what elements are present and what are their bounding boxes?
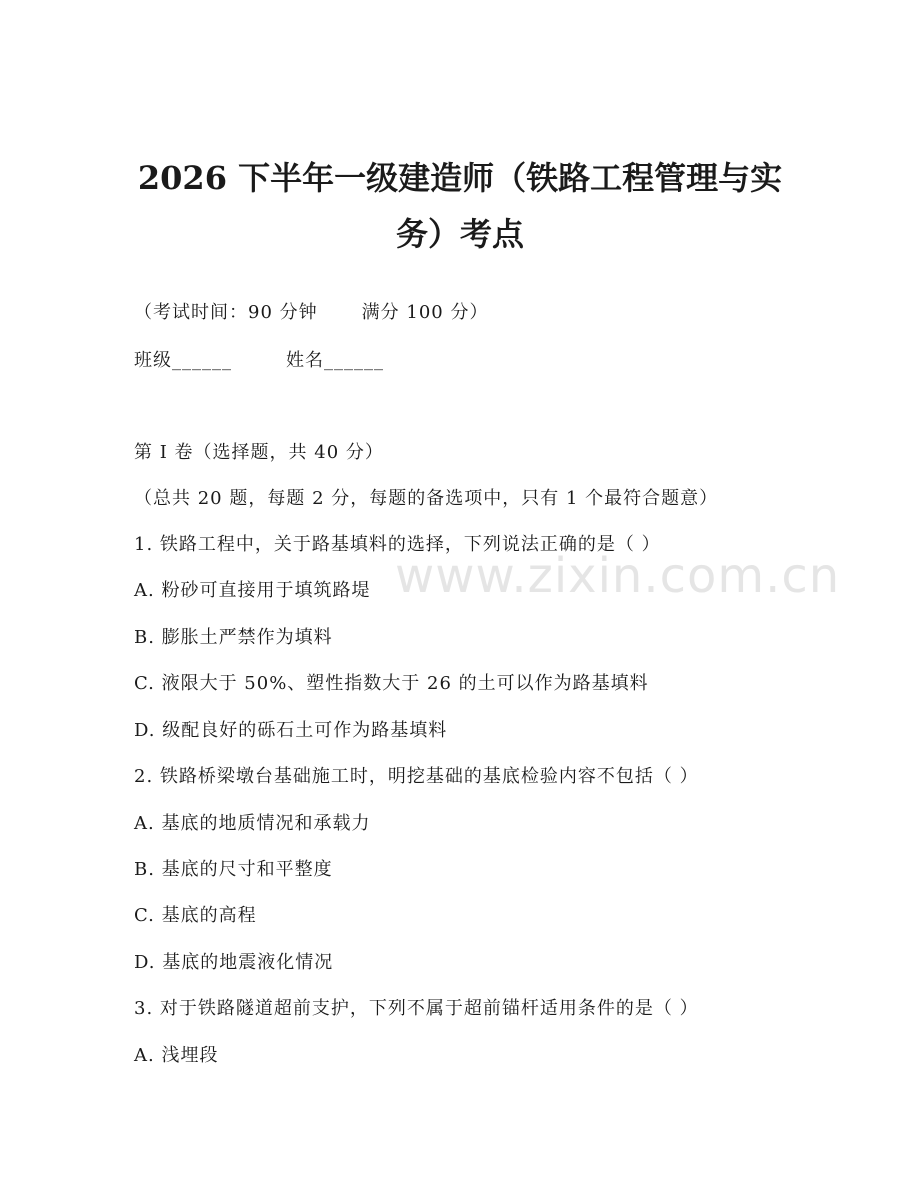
question-2-option-a: A. 基底的地质情况和承载力 [134,813,371,834]
question-1-option-b: B. 膨胀土严禁作为填料 [134,627,333,648]
title-line-2: 务）考点 [395,215,524,253]
section-instruction: （总共 20 题，每题 2 分，每题的备选项中，只有 1 个最符合题意） [134,488,719,509]
question-2-stem: 2. 铁路桥梁墩台基础施工时，明挖基础的基底检验内容不包括（ ） [134,766,699,787]
question-1-option-c: C. 液限大于 50%、塑性指数大于 26 的土可以作为路基填料 [134,673,649,694]
question-2-option-c: C. 基底的高程 [134,905,257,926]
student-fields [134,349,384,373]
watermark: www.zixin.com.cn [395,548,841,604]
exam-time: （考试时间：90 分钟 [134,302,318,323]
question-1-option-d: D. 级配良好的砾石土可作为路基填料 [134,720,448,741]
class-field: 班级______ [134,350,232,371]
section-heading: 第 I 卷（选择题，共 40 分） [134,442,384,463]
exam-info [134,301,488,325]
document-title [100,150,820,262]
question-1-stem: 1. 铁路工程中，关于路基填料的选择，下列说法正确的是（ ） [134,534,661,555]
title-line-1: 2026 下半年一级建造师（铁路工程管理与实 [137,159,783,197]
question-2-option-d: D. 基底的地震液化情况 [134,952,334,973]
question-3-stem: 3. 对于铁路隧道超前支护，下列不属于超前锚杆适用条件的是（ ） [134,998,699,1019]
name-field: 姓名______ [286,350,384,371]
question-1-option-a: A. 粉砂可直接用于填筑路堤 [134,580,371,601]
question-2-option-b: B. 基底的尺寸和平整度 [134,859,333,880]
question-3-option-a: A. 浅埋段 [134,1045,219,1066]
exam-score: 满分 100 分） [361,302,489,323]
